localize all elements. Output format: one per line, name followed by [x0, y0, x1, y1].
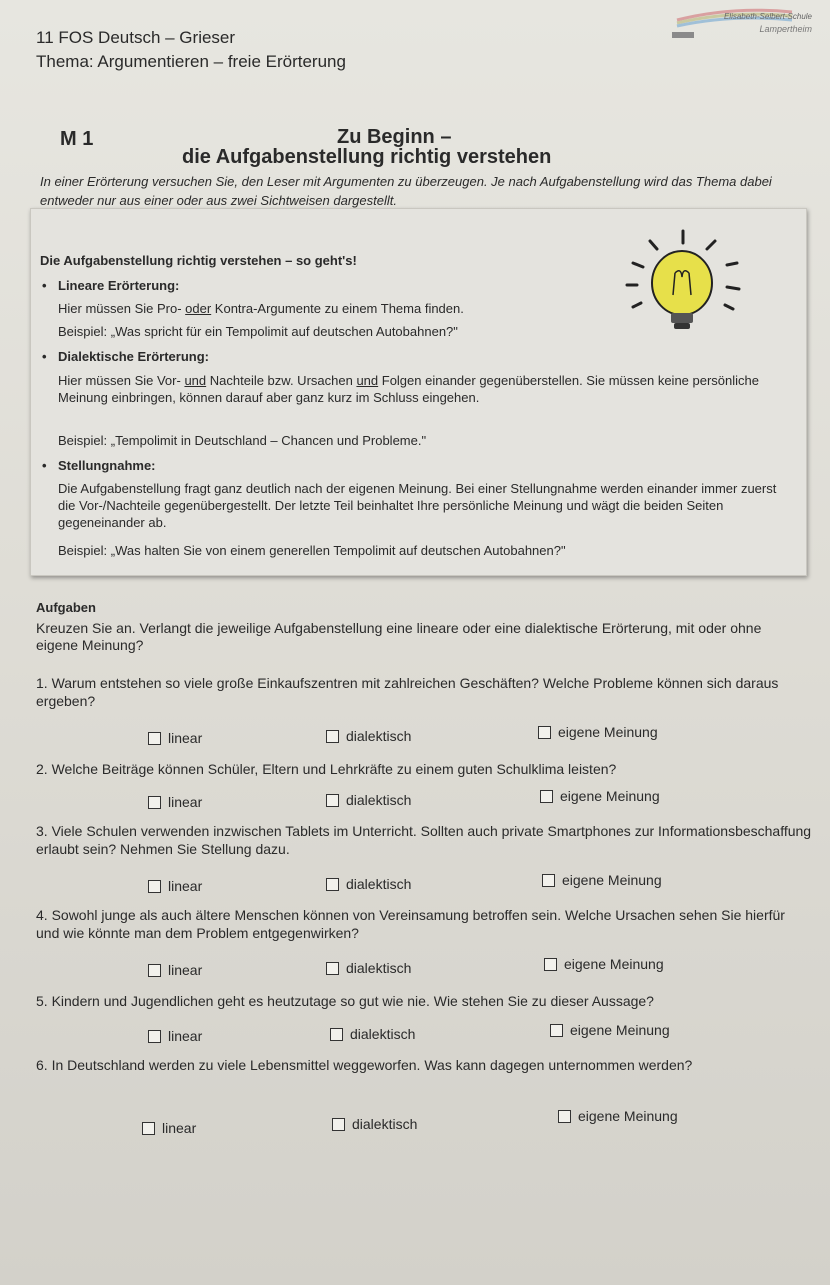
- q5-linear-option[interactable]: linear: [148, 1028, 202, 1044]
- q2-dialectic-option[interactable]: dialektisch: [326, 792, 411, 808]
- checkbox[interactable]: [332, 1118, 345, 1131]
- q5-dialectic-option[interactable]: dialektisch: [330, 1026, 415, 1042]
- q4-opinion-option[interactable]: eigene Meinung: [544, 956, 664, 972]
- tasks-heading: Aufgaben: [36, 600, 96, 615]
- checkbox[interactable]: [558, 1110, 571, 1123]
- q3-linear-option[interactable]: linear: [148, 878, 202, 894]
- checkbox[interactable]: [326, 794, 339, 807]
- section-text-statement: Die Aufgabenstellung fragt ganz deutlich nach der eigenen Meinung. Bei einer Stellungnahme werden einander immer zuerst die Vor-/Nachteile gegenübergestellt. Der letzte Teil beinhaltet Ihre persönliche Meinung und wägt die beiden Seiten gegeneinander ab.: [58, 481, 777, 530]
- checkbox[interactable]: [330, 1028, 343, 1041]
- intro-text: In einer Erörterung versuchen Sie, den Leser mit Argumenten zu überzeugen. Je nach Aufgabenstellung wird das Thema dabei entweder nur aus einer oder aus zwei Sichtweisen dargestellt.: [40, 174, 772, 208]
- q6-opinion-option[interactable]: eigene Meinung: [558, 1108, 678, 1124]
- question-2: 2. Welche Beiträge können Schüler, Eltern und Lehrkräfte zu einem guten Schulklima leisten?: [36, 761, 617, 777]
- checkbox[interactable]: [148, 964, 161, 977]
- q2-linear-option[interactable]: linear: [148, 794, 202, 810]
- section-example-dialectic: Beispiel: „Tempolimit in Deutschland – Chancen und Probleme.": [58, 433, 427, 448]
- q1-opinion-option[interactable]: eigene Meinung: [538, 724, 658, 740]
- q6-linear-option[interactable]: linear: [142, 1120, 196, 1136]
- q2-opinion-option[interactable]: eigene Meinung: [540, 788, 660, 804]
- checkbox[interactable]: [544, 958, 557, 971]
- q4-linear-option[interactable]: linear: [148, 962, 202, 978]
- question-1: 1. Warum entstehen so viele große Einkaufszentren mit zahlreichen Geschäften? Welche Probleme können sich daraus ergeben?: [36, 675, 779, 709]
- q3-opinion-option[interactable]: eigene Meinung: [542, 872, 662, 888]
- checkbox[interactable]: [326, 878, 339, 891]
- question-4: 4. Sowohl junge als auch ältere Menschen können von Vereinsamung betroffen sein. Welche Ursachen sehen Sie hierfür und wie könnte man dem Problem entgegenwirken?: [36, 907, 785, 941]
- checkbox[interactable]: [538, 726, 551, 739]
- question-6: 6. In Deutschland werden zu viele Lebensmittel weggeworfen. Was kann dagegen unternommen werden?: [36, 1057, 693, 1073]
- logo-text-bottom: Lampertheim: [759, 24, 812, 34]
- checkbox[interactable]: [148, 732, 161, 745]
- q1-linear-option[interactable]: linear: [148, 730, 202, 746]
- title-line-1: Zu Beginn –: [337, 126, 452, 148]
- q5-opinion-option[interactable]: eigene Meinung: [550, 1022, 670, 1038]
- checkbox[interactable]: [326, 730, 339, 743]
- checkbox[interactable]: [148, 1030, 161, 1043]
- section-example-linear: Beispiel: „Was spricht für ein Tempolimit auf deutschen Autobahnen?": [58, 324, 458, 339]
- logo-text-top: Elisabeth-Selbert-Schule: [723, 12, 812, 21]
- lightbulb-icon: [615, 225, 745, 335]
- school-logo: [672, 6, 812, 46]
- q4-dialectic-option[interactable]: dialektisch: [326, 960, 411, 976]
- section-text-linear: Hier müssen Sie Pro- oder Kontra-Argumente zu einem Thema finden.: [58, 301, 464, 316]
- info-box-title: Die Aufgabenstellung richtig verstehen – so geht's!: [40, 253, 357, 268]
- checkbox[interactable]: [550, 1024, 563, 1037]
- checkbox[interactable]: [542, 874, 555, 887]
- checkbox[interactable]: [142, 1122, 155, 1135]
- q6-dialectic-option[interactable]: dialektisch: [332, 1116, 417, 1132]
- section-heading-statement: • Stellungnahme:: [58, 458, 156, 473]
- section-heading-dialectic: • Dialektische Erörterung:: [58, 349, 209, 364]
- topic-header: Thema: Argumentieren – freie Erörterung: [36, 52, 346, 71]
- checkbox[interactable]: [326, 962, 339, 975]
- section-text-dialectic: Hier müssen Sie Vor- und Nachteile bzw. Ursachen und Folgen einander gegenüberstellen. Sie müssen keine persönliche Meinung einbringen, können darauf aber ganz kurz im Schluss eingehen.: [58, 373, 759, 405]
- checkbox[interactable]: [148, 796, 161, 809]
- section-heading-linear: • Lineare Erörterung:: [58, 278, 179, 293]
- question-5: 5. Kindern und Jugendlichen geht es heutzutage so gut wie nie. Wie stehen Sie zu dieser Aussage?: [36, 993, 654, 1009]
- checkbox[interactable]: [540, 790, 553, 803]
- title-line-2: die Aufgabenstellung richtig verstehen: [182, 146, 552, 168]
- tasks-instruction: Kreuzen Sie an. Verlangt die jeweilige Aufgabenstellung eine lineare oder eine dialektische Erörterung, mit oder ohne eigene Meinung?: [36, 620, 762, 653]
- material-label: M 1: [60, 128, 94, 150]
- course-header: 11 FOS Deutsch – Grieser: [36, 28, 236, 47]
- q1-dialectic-option[interactable]: dialektisch: [326, 728, 411, 744]
- section-example-statement: Beispiel: „Was halten Sie von einem generellen Tempolimit auf deutschen Autobahnen?": [58, 543, 566, 558]
- checkbox[interactable]: [148, 880, 161, 893]
- q3-dialectic-option[interactable]: dialektisch: [326, 876, 411, 892]
- question-3: 3. Viele Schulen verwenden inzwischen Tablets im Unterricht. Sollten auch private Smartphones zur Informationsbeschaffung erlaubt sein? Nehmen Sie Stellung dazu.: [36, 823, 812, 857]
